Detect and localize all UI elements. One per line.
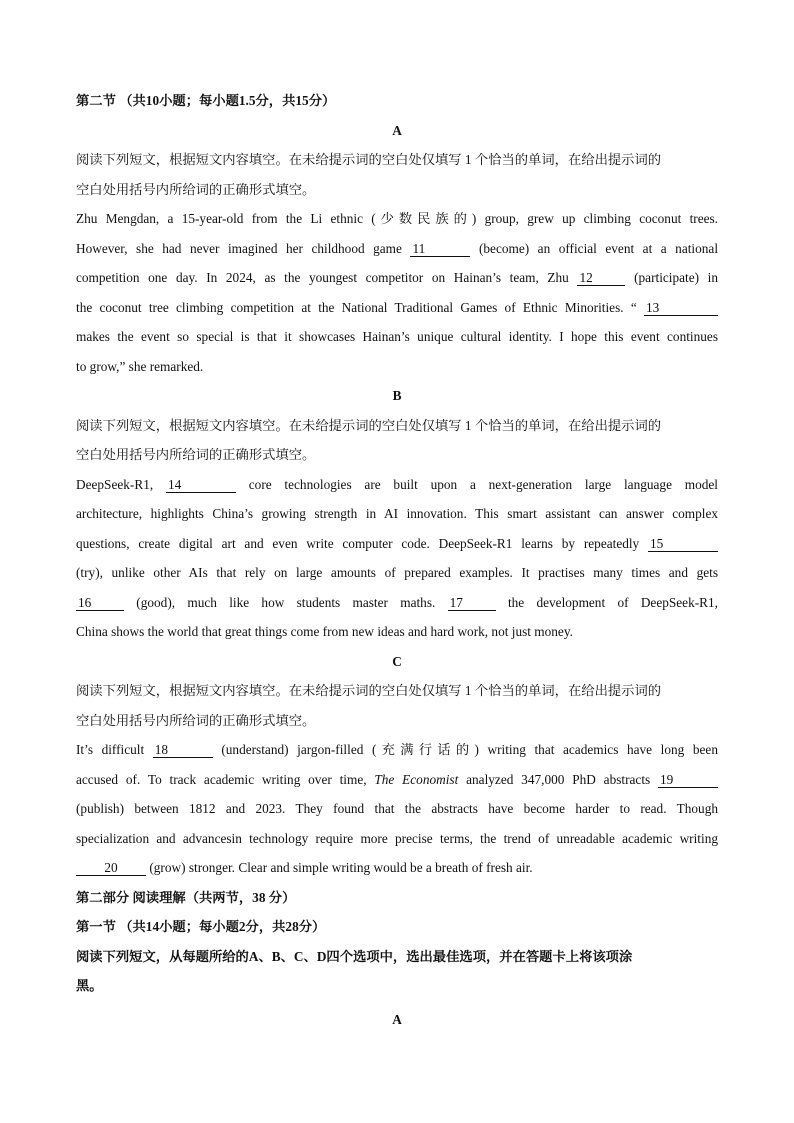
passage-c-line2: accused of. To track academic writing over time, The Economist analyzed 347,000 PhD abstracts 19 (76, 765, 718, 795)
passage-b-line4: (try), unlike other AIs that rely on large amounts of prepared examples. It practises many times and gets (76, 565, 718, 580)
section-header: 第二节 （共10小题；每小题1.5分，共15分） (76, 93, 336, 108)
blank-20: 20 (76, 860, 146, 876)
passage-c-line1: It’s difficult 18 (understand) jargon-filled (充满行话的) writing that academics have long been (76, 742, 718, 757)
part2-instruction-line2: 黑。 (76, 978, 103, 993)
part2-instruction-line1: 阅读下列短文，从每题所给的A、B、C、D四个选项中，选出最佳选项，并在答题卡上将该项涂 (76, 948, 633, 964)
passage-c-line4: specialization and advancesin technology require more precise terms, the trend of unreadable academic writing (76, 830, 718, 846)
passage-b-line2: architecture, highlights China’s growing strength in AI innovation. This smart assistant can answer complex (76, 506, 718, 521)
passage-a-line3: competition one day. In 2024, as the youngest competitor on Hainan’s team, Zhu 12 (participate) in (76, 270, 719, 285)
instruction-a-line1: 阅读下列短文，根据短文内容填空。在未给提示词的空白处仅填写 1 个恰当的单词，在给出提示词的 (76, 152, 662, 167)
blank-16: 16 (76, 595, 124, 611)
blank-17: 17 (448, 595, 496, 611)
passage-a-line4: the coconut tree climbing competition at the National Traditional Games of Ethnic Minorities. “ 13 (76, 293, 718, 323)
passage-a-line2: However, she had never imagined her childhood game 11 (become) an official event at a national (76, 240, 719, 256)
passage-a-line1: Zhu Mengdan, a 15-year-old from the Li ethnic (少数民族的) group, grew up climbing coconut trees. (76, 211, 718, 226)
passage-label-a: A (392, 122, 402, 138)
instruction-b-line2: 空白处用括号内所给词的正确形式填空。 (76, 447, 316, 462)
passage-c-line3: (publish) between 1812 and 2023. They found that the abstracts have become harder to read. Though (76, 801, 718, 816)
instruction-a-line2: 空白处用括号内所给词的正确形式填空。 (76, 181, 316, 197)
instruction-b-line1: 阅读下列短文，根据短文内容填空。在未给提示词的空白处仅填写 1 个恰当的单词，在给出提示词的 (76, 417, 662, 433)
document-page (76, 86, 718, 1034)
passage-label-c: C (392, 653, 402, 669)
blank-12: 12 (577, 270, 625, 286)
passage-b-line1: DeepSeek-R1, 14 core technologies are built upon a next-generation large language model (76, 476, 719, 492)
part2-passage-label-a: A (392, 1011, 402, 1027)
blank-11: 11 (410, 241, 470, 257)
part2-section1-header: 第一节 （共14小题；每小题2分，共28分） (76, 919, 326, 934)
passage-b-line5: 16 (good), much like how students master maths. 17 the development of DeepSeek-R1, (78, 594, 718, 610)
blank-14: 14 (166, 477, 236, 493)
blank-18: 18 (153, 742, 213, 758)
instruction-c-line2: 空白处用括号内所给词的正确形式填空。 (76, 712, 316, 728)
passage-label-b: B (392, 388, 402, 403)
part2-header: 第二部分 阅读理解（共两节，38 分） (76, 889, 296, 905)
passage-b-line3: questions, create digital art and even write computer code. DeepSeek-R1 learns by repeatedly 15 (76, 529, 718, 559)
blank-19: 19 (658, 772, 718, 788)
passage-a-line6: to grow,” she remarked. (76, 358, 204, 374)
blank-13: 13 (644, 300, 718, 316)
blank-15: 15 (648, 536, 718, 552)
passage-b-line6: China shows the world that great things come from new ideas and hard work, not just money. (76, 624, 573, 639)
passage-c-line5: 20 (grow) stronger. Clear and simple writing would be a breath of fresh air. (76, 853, 718, 883)
instruction-c-line1: 阅读下列短文，根据短文内容填空。在未给提示词的空白处仅填写 1 个恰当的单词，在给出提示词的 (76, 683, 662, 698)
passage-a-line5: makes the event so special is that it showcases Hainan’s unique cultural identity. I hope this event continues (76, 329, 718, 344)
publication-title: The Economist (374, 771, 459, 787)
